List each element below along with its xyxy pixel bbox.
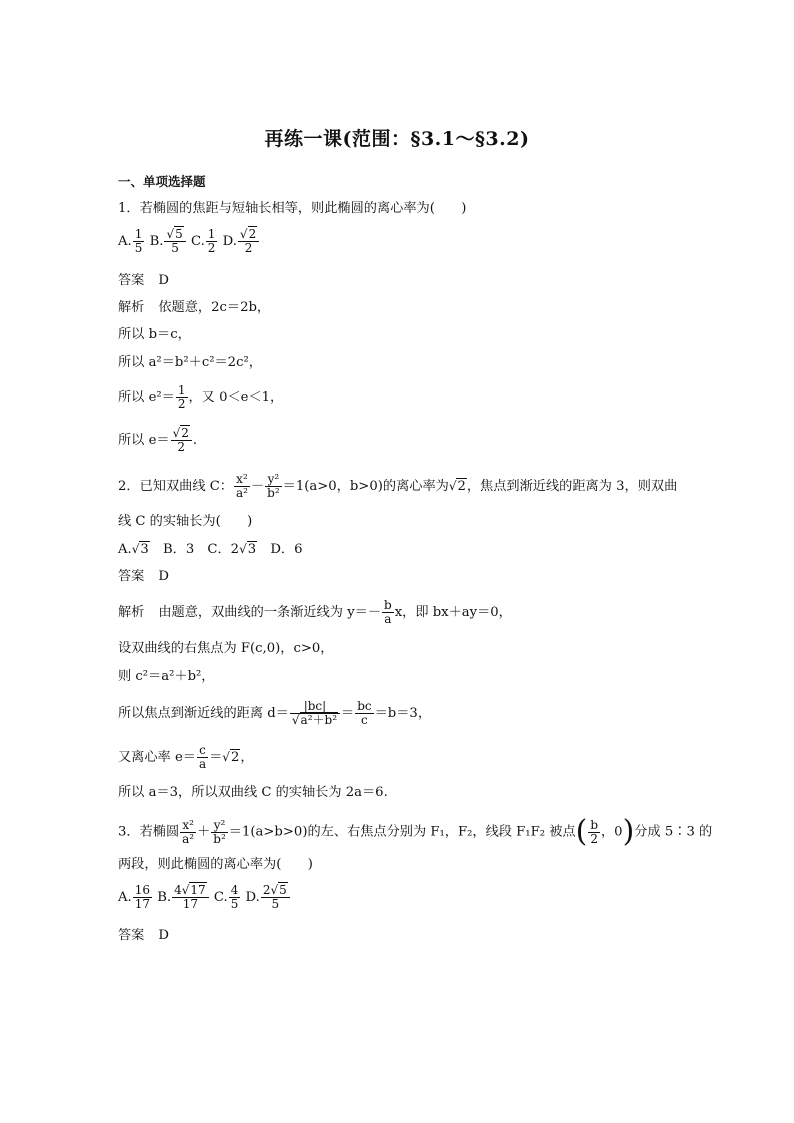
fraction: $\frac{\text{y²}}{\text{b²}}$ bbox=[267, 472, 280, 500]
fraction: $\frac{1}{5}$ bbox=[134, 227, 143, 255]
fraction: $\frac{16}{17}$ bbox=[134, 883, 150, 911]
q1-answer: 答案 D bbox=[118, 273, 169, 288]
fraction: $\frac{1}{2}$ bbox=[207, 227, 216, 255]
q2-analysis-4: 所以焦点到渐近线的距离 d＝ $\frac{|bc|}{\text{√a²＋b²}}$ ＝ $\frac{bc}{c}$ ＝b＝3， bbox=[118, 699, 432, 727]
q2-analysis-1: 解析 由题意，双曲线的一条渐近线为 y＝－ $\frac{b}{a}$ x，即 bx＋ay＝0， bbox=[118, 598, 512, 626]
fraction: $\frac{\text{y²}}{\text{b²}}$ bbox=[213, 817, 226, 846]
q1-options: A. $\frac{1}{5}$ B. $\frac{√5}{5}$ C. $\frac{1}{2}$ D. $\frac{√2}{2}$ bbox=[118, 228, 260, 255]
q1-analysis-3: 所以 a²＝b²＋c²＝2c²， bbox=[118, 355, 262, 370]
q3-stem-line-1: 3．若椭圆 $\frac{\text{x²}}{\text{a²}}$ ＋ $\frac{\text{y²}}{\text{b²}}$ ＝1(a>b>0)的左、右焦点分别为 F₁，F₂，线段 F₁F₂ 被点( $\frac{b}{2}$ ，0)分成 5∶3 的 bbox=[118, 814, 713, 849]
q1-stem: 1．若椭圆的焦距与短轴长相等，则此椭圆的离心率为( ) bbox=[118, 201, 467, 216]
q1-analysis-4: 所以 e²＝ $\frac{1}{2}$ ，又 0＜e＜1， bbox=[118, 383, 284, 411]
q2-options: A.√3 B．3 C．2√3 D．6 bbox=[118, 542, 303, 557]
fraction: $\frac{b}{a}$ bbox=[384, 598, 392, 626]
q3-stem-line-2: 两段，则此椭圆的离心率为( ) bbox=[118, 857, 313, 872]
q2-analysis-3: 则 c²＝a²＋b²， bbox=[118, 669, 215, 684]
q2-analysis-2: 设双曲线的右焦点为 F(c,0)，c>0， bbox=[118, 641, 334, 656]
fraction: $\frac{|bc|}{\text{√a²＋b²}}$ bbox=[290, 700, 340, 727]
fraction: $\frac{bc}{c}$ bbox=[357, 699, 372, 727]
q1-analysis-2: 所以 b＝c， bbox=[118, 327, 191, 342]
fraction: $\frac{\text{x²}}{\text{a²}}$ bbox=[182, 817, 195, 846]
page-title: 再练一课(范围：§3.1～§3.2) bbox=[264, 128, 530, 150]
fraction: $\frac{√2}{2}$ bbox=[171, 427, 192, 454]
q1-analysis-1: 解析 依题意，2c＝2b， bbox=[118, 300, 271, 315]
fraction: $\frac{2√5}{5}$ bbox=[261, 884, 290, 911]
q1-analysis-5: 所以 e＝ $\frac{√2}{2}$ . bbox=[118, 426, 198, 454]
q2-analysis-6: 所以 a＝3，所以双曲线 C 的实轴长为 2a＝6. bbox=[118, 785, 388, 800]
q2-stem-line-2: 线 C 的实轴长为( ) bbox=[118, 514, 253, 529]
fraction: $\frac{4√17}{17}$ bbox=[172, 884, 209, 911]
fraction: $\frac{√5}{5}$ bbox=[164, 228, 185, 255]
q2-stem-line-1: 2．已知双曲线 C： $\frac{\text{x²}}{\text{a²}}$ － $\frac{\text{y²}}{\text{b²}}$ ＝1(a>0，b>0)的离心率为√2，焦点到渐近线的距离为 3，则双曲 bbox=[118, 472, 678, 500]
fraction: $\frac{\text{x²}}{\text{a²}}$ bbox=[235, 472, 248, 500]
sqrt: √2 bbox=[448, 479, 466, 494]
fraction: $\frac{√2}{2}$ bbox=[238, 228, 259, 255]
section-heading: 一、单项选择题 bbox=[118, 174, 206, 189]
q3-options: A. $\frac{16}{17}$ B. $\frac{4√17}{17}$ C. $\frac{4}{5}$ D. $\frac{2√5}{5}$ bbox=[118, 884, 291, 911]
fraction: $\frac{c}{a}$ bbox=[198, 743, 207, 771]
fraction: $\frac{4}{5}$ bbox=[230, 883, 239, 911]
fraction: $\frac{b}{2}$ bbox=[590, 817, 598, 846]
q2-analysis-5: 又离心率 e＝ $\frac{c}{a}$ ＝√2， bbox=[118, 743, 254, 771]
q3-answer: 答案 D bbox=[118, 928, 169, 943]
fraction: $\frac{1}{2}$ bbox=[177, 383, 186, 411]
q2-answer: 答案 D bbox=[118, 569, 169, 584]
